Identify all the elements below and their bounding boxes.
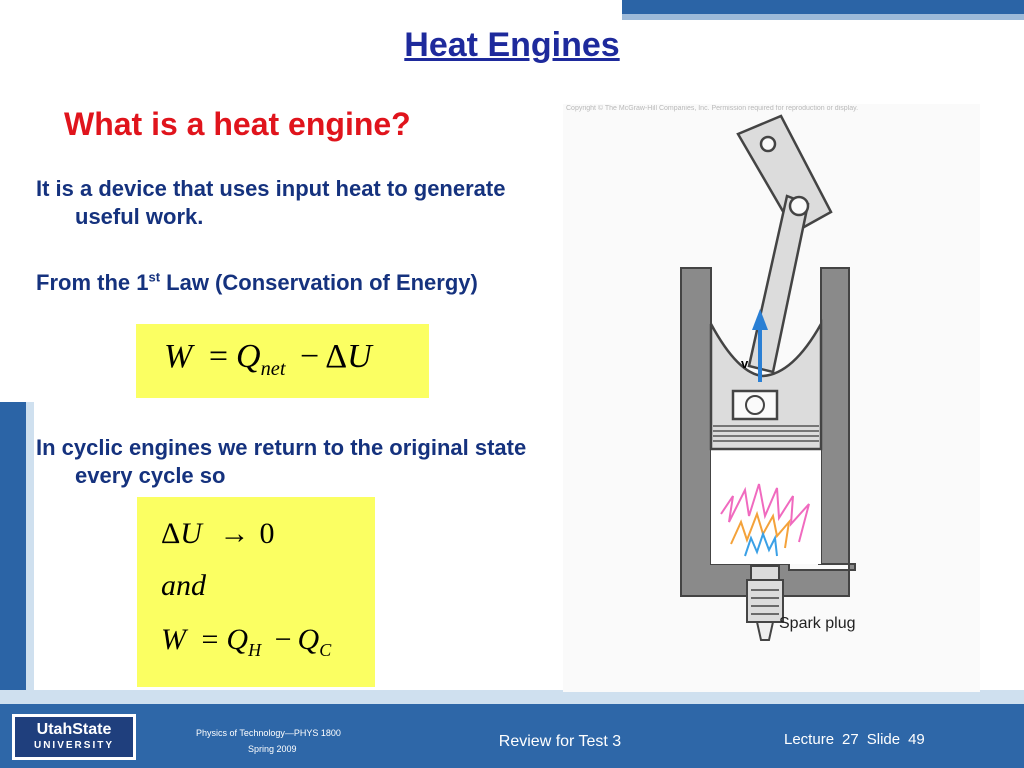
left-accent-bar — [0, 402, 26, 702]
eq3-sub-h: H — [248, 640, 262, 660]
lecture-number: 27 — [842, 731, 859, 748]
combustion-chamber — [711, 449, 821, 564]
delta-u-equation — [161, 517, 274, 551]
engine-figure — [563, 104, 980, 692]
lecture-label: Lecture — [784, 731, 835, 748]
slide-number: 49 — [908, 731, 925, 748]
work-equation — [164, 338, 372, 381]
piston-engine-diagram — [563, 104, 980, 692]
eq-u: U — [347, 338, 372, 375]
cyclic-paragraph: In cyclic engines we return to the original state every cycle so — [36, 435, 527, 488]
wrist-pin — [746, 396, 764, 414]
eq-delta: Δ — [325, 338, 348, 375]
eq2-zero: 0 — [259, 517, 275, 550]
equation-box-work — [136, 324, 429, 398]
eq2-u: U — [180, 517, 202, 550]
slide-label: Slide — [866, 731, 901, 748]
spark-plug-tip — [751, 566, 779, 580]
spark-plug-label: Spark plug — [779, 615, 856, 632]
spark-plug-insulator — [757, 622, 773, 640]
eq-q-subscript: net — [260, 357, 286, 380]
eq-equals: = — [208, 338, 229, 375]
eq3-qc: Q — [297, 623, 320, 656]
eq3-w: W — [161, 623, 186, 656]
first-law-text-start: From the 1 — [36, 270, 149, 295]
eq3-qh: Q — [226, 623, 249, 656]
logo-block — [15, 717, 133, 757]
equation-box-cyclic — [137, 497, 375, 687]
eq-w: W — [164, 338, 193, 375]
eq3-minus: − — [274, 623, 292, 656]
heat-work-equation — [161, 623, 331, 661]
footer-lecture-slide — [784, 731, 933, 748]
footer-term: Spring 2009 — [248, 744, 297, 754]
eq3-sub-c: C — [319, 640, 332, 660]
footer-course: Physics of Technology—PHYS 1800 — [196, 728, 341, 738]
logo-text-bottom: UNIVERSITY — [33, 740, 114, 751]
footer-center-title: Review for Test 3 — [498, 733, 622, 750]
eq-q: Q — [236, 338, 261, 375]
definition-paragraph: It is a device that uses input heat to generate useful work. — [36, 176, 506, 229]
eq-minus: − — [300, 338, 320, 375]
first-law-text-end: Law (Conservation of Energy) — [160, 270, 478, 295]
ordinal-superscript: st — [148, 269, 161, 285]
and-word: and — [161, 569, 206, 602]
top-accent-bar — [622, 0, 1024, 14]
first-law-paragraph — [36, 269, 545, 297]
spark-plug-body — [747, 580, 783, 622]
connecting-rod — [749, 196, 808, 372]
slide-subtitle: What is a heat engine? — [64, 106, 411, 142]
slide-title: Heat Engines — [404, 26, 620, 64]
eq3-equals: = — [201, 623, 219, 656]
rod-pin — [790, 197, 808, 215]
bottom-accent-band — [0, 690, 1024, 704]
eq2-delta: Δ — [161, 517, 181, 550]
left-accent-bar-light — [26, 402, 34, 702]
university-logo — [12, 714, 136, 760]
copyright-notice: Copyright © The McGraw-Hill Companies, Inc. Permission required for reproduction or display. — [566, 105, 859, 112]
crank-pivot-hole — [761, 137, 775, 151]
logo-text-top: UtahState — [36, 721, 112, 738]
eq2-arrow: → — [219, 517, 250, 550]
velocity-label: v — [741, 356, 749, 371]
top-accent-bar-light — [622, 14, 1024, 20]
